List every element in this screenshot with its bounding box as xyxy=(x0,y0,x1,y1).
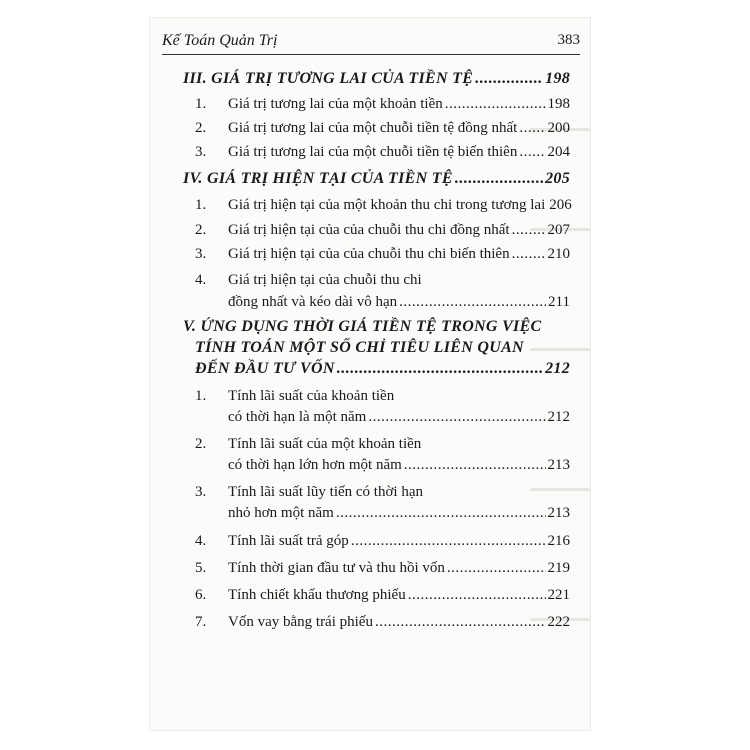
entry-title: có thời hạn là một năm xyxy=(228,409,367,425)
entry-title: Tính chiết khấu thương phiếu xyxy=(228,587,406,603)
entry-title: Giá trị tương lai của một khoản tiền xyxy=(228,96,443,112)
leader-dots xyxy=(336,505,546,522)
leader-dots xyxy=(368,409,545,426)
leader-dots xyxy=(475,70,543,88)
page-ref: 211 xyxy=(548,294,570,310)
section-title: ĐẾN ĐẦU TƯ VỐN xyxy=(195,360,335,377)
leader-dots xyxy=(399,294,546,311)
page-ref: 221 xyxy=(547,587,570,603)
leader-dots xyxy=(519,120,545,137)
entry-title: Tính lãi suất của một khoản tiền xyxy=(228,436,422,452)
entry-title: Giá trị tương lai của một chuỗi tiền tệ biến thiên xyxy=(228,144,518,160)
leader-dots xyxy=(375,614,546,631)
page-ref: 198 xyxy=(545,70,570,87)
entry-title: Giá trị hiện tại của chuỗi thu chi xyxy=(228,272,422,288)
running-header xyxy=(162,30,580,55)
section-title: IV. GIÁ TRỊ HIỆN TẠI CỦA TIỀN TỆ xyxy=(183,170,453,187)
entry-number: 4. xyxy=(195,533,207,549)
book-title: Kế Toán Quản Trị xyxy=(162,32,278,49)
page-ref: 213 xyxy=(547,457,570,473)
section-heading xyxy=(183,70,570,88)
entry-title: Tính lãi suất của khoản tiền xyxy=(228,388,395,404)
entry-number: 1. xyxy=(195,388,207,404)
entry-title: Giá trị tương lai của một chuỗi tiền tệ đồng nhất xyxy=(228,120,518,136)
page-ref: 212 xyxy=(547,409,570,425)
page-ref: 216 xyxy=(547,533,570,549)
leader-dots xyxy=(455,170,543,188)
entry-number: 2. xyxy=(195,120,207,136)
entry-title: Tính lãi suất trả góp xyxy=(228,533,349,549)
page-ref: 206 xyxy=(549,197,572,213)
leader-dots xyxy=(408,587,546,604)
entry-title: Tính lãi suất lũy tiến có thời hạn xyxy=(228,484,423,500)
page-ref: 198 xyxy=(547,96,570,112)
entry-number: 3. xyxy=(195,246,207,262)
entry-number: 1. xyxy=(195,197,207,213)
leader-dots xyxy=(351,533,546,550)
page-ref: 207 xyxy=(547,222,570,238)
entry-number: 3. xyxy=(195,484,207,500)
entry-title: nhỏ hơn một năm xyxy=(228,505,334,521)
page-number: 383 xyxy=(557,32,580,48)
page-ref: 200 xyxy=(547,120,570,136)
page-ref: 222 xyxy=(547,614,570,630)
page-ref: 210 xyxy=(547,246,570,262)
section-heading xyxy=(183,170,570,188)
entry-title: Vốn vay bằng trái phiếu xyxy=(228,614,373,630)
section-title: III. GIÁ TRỊ TƯƠNG LAI CỦA TIỀN TỆ xyxy=(183,70,474,87)
leader-dots xyxy=(337,360,543,378)
page-ref: 205 xyxy=(545,170,570,187)
entry-number: 1. xyxy=(195,96,207,112)
leader-dots xyxy=(447,560,546,577)
leader-dots xyxy=(512,246,546,263)
entry-title: đồng nhất và kéo dài vô hạn xyxy=(228,294,398,310)
page-ref: 213 xyxy=(547,505,570,521)
leader-dots xyxy=(445,96,546,113)
section-heading xyxy=(183,318,570,378)
entry-number: 2. xyxy=(195,436,207,452)
leader-dots xyxy=(404,457,546,474)
entry-title: Giá trị hiện tại của của chuỗi thu chi biến thiên xyxy=(228,246,510,262)
entry-title: có thời hạn lớn hơn một năm xyxy=(228,457,402,473)
leader-dots xyxy=(512,222,546,239)
entry-number: 6. xyxy=(195,587,207,603)
book-page xyxy=(150,18,590,730)
section-title: TÍNH TOÁN MỘT SỐ CHỈ TIÊU LIÊN QUAN xyxy=(195,339,524,356)
page-ref: 212 xyxy=(545,360,570,377)
section-title: V. ỨNG DỤNG THỜI GIÁ TIỀN TỆ TRONG VIỆC xyxy=(183,318,542,335)
leader-dots xyxy=(519,144,545,161)
entry-title: Tính thời gian đầu tư và thu hồi vốn xyxy=(228,560,445,576)
page-ref: 204 xyxy=(547,144,570,160)
entry-number: 5. xyxy=(195,560,207,576)
entry-number: 4. xyxy=(195,272,207,288)
entry-number: 7. xyxy=(195,614,207,630)
entry-number: 2. xyxy=(195,222,207,238)
page-ref: 219 xyxy=(547,560,570,576)
entry-title: Giá trị hiện tại của của chuỗi thu chi đồng nhất xyxy=(228,222,510,238)
entry-number: 3. xyxy=(195,144,207,160)
entry-title: Giá trị hiện tại của một khoản thu chi trong tương lai xyxy=(228,197,546,213)
